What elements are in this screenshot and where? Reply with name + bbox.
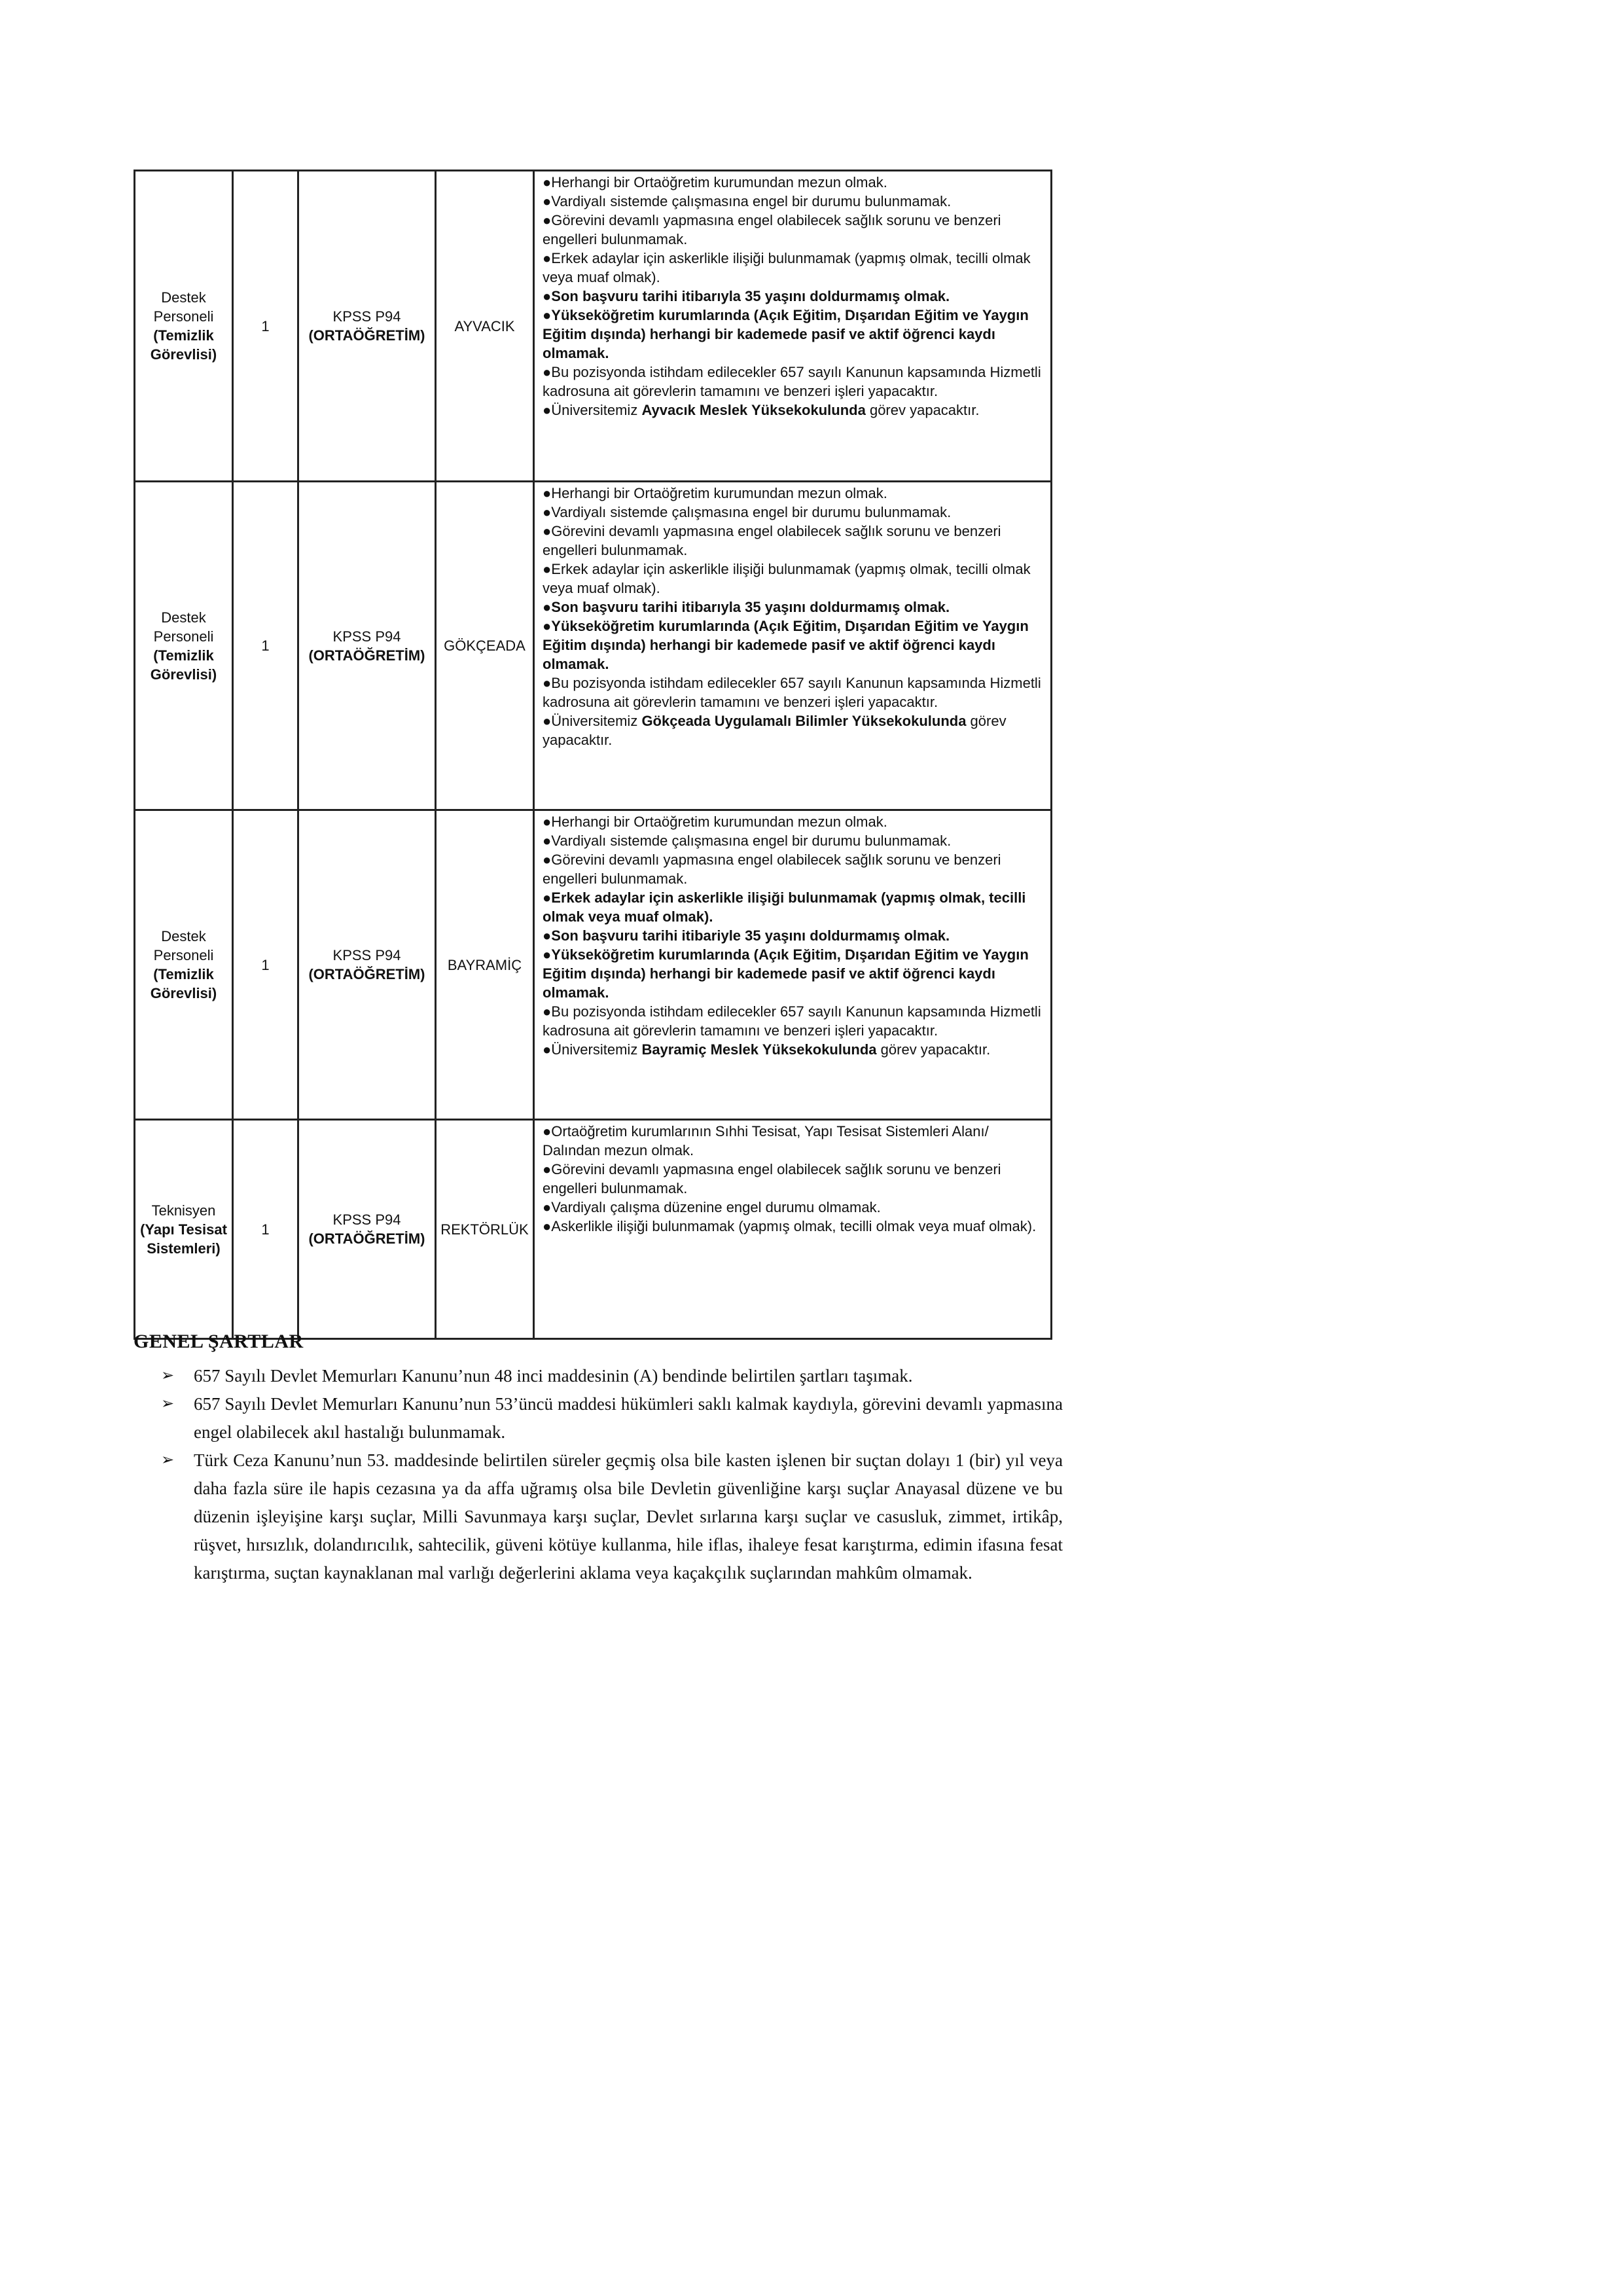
requirement-text: Üniversitemiz xyxy=(551,402,642,418)
requirement-text: Vardiyalı sistemde çalışmasına engel bir durumu bulunmamak. xyxy=(551,193,952,209)
requirement-item xyxy=(543,926,1046,945)
general-condition-text: 657 Sayılı Devlet Memurları Kanunu’nun 53’üncü maddesi hükümleri saklı kalmak kaydıyla, görevini devamlı yapmasına engel olabilecek akıl hastalığı bulunmamak. xyxy=(194,1394,1063,1442)
requirement-text: Üniversitemiz xyxy=(551,713,642,729)
kpss-cell xyxy=(298,1120,436,1339)
bullet-icon: ● xyxy=(543,174,552,190)
kpss-score-type: KPSS P94 xyxy=(332,308,401,325)
requirement-text: Bayramiç Meslek Yüksekokulunda xyxy=(641,1041,877,1058)
requirement-text: Yükseköğretim kurumlarında (Açık Eğitim, Dışarıdan Eğitim ve Yaygın Eğitim dışında) herhangi bir kademede pasif ve aktif öğrenci kaydı olmamak. xyxy=(543,618,1029,672)
position-cell xyxy=(135,171,233,482)
bullet-icon: ● xyxy=(543,523,552,539)
position-subtitle-line: (Yapı Tesisat xyxy=(140,1221,227,1238)
education-level: (ORTAÖĞRETİM) xyxy=(308,647,425,664)
bullet-icon: ● xyxy=(543,402,552,418)
requirement-text: Bu pozisyonda istihdam edilecekler 657 sayılı Kanunun kapsamında Hizmetli kadrosuna ait görevlerin tamamını ve benzeri işleri yapacaktır. xyxy=(543,364,1041,399)
position-title-line: Personeli xyxy=(153,947,214,963)
requirement-item xyxy=(543,598,1046,617)
requirement-text: Görevini devamlı yapmasına engel olabilecek sağlık sorunu ve benzeri engelleri bulunmamak. xyxy=(543,852,1001,887)
requirement-text: Yükseköğretim kurumlarında (Açık Eğitim, Dışarıdan Eğitim ve Yaygın Eğitim dışında) herhangi bir kademede pasif ve aktif öğrenci kaydı olmamak. xyxy=(543,946,1029,1001)
position-title-line: Personeli xyxy=(153,308,214,325)
arrow-bullet-icon: ➢ xyxy=(161,1452,175,1469)
requirements-cell xyxy=(534,171,1052,482)
kpss-cell xyxy=(298,810,436,1120)
bullet-icon: ● xyxy=(543,1003,552,1020)
bullet-icon: ● xyxy=(543,212,552,228)
position-subtitle-line: (Temizlik xyxy=(153,647,214,664)
bullet-icon: ● xyxy=(543,1199,552,1215)
bullet-icon: ● xyxy=(543,1161,552,1177)
requirement-item xyxy=(543,888,1046,926)
requirement-item xyxy=(543,1217,1046,1236)
requirement-text: Ayvacık Meslek Yüksekokulunda xyxy=(641,402,866,418)
bullet-icon: ● xyxy=(543,1218,552,1234)
general-condition-item xyxy=(134,1390,1063,1446)
position-subtitle-line: Görevlisi) xyxy=(150,666,217,683)
position-subtitle-line: (Temizlik xyxy=(153,327,214,344)
bullet-icon: ● xyxy=(543,561,552,577)
table-row xyxy=(135,1120,1052,1339)
position-subtitle-line: (Temizlik xyxy=(153,966,214,982)
general-conditions-list xyxy=(134,1362,1063,1587)
requirement-text: Son başvuru tarihi itibariyle 35 yaşını doldurmamış olmak. xyxy=(551,927,950,944)
requirement-item xyxy=(543,1160,1046,1198)
requirement-item xyxy=(543,211,1046,249)
bullet-icon: ● xyxy=(543,927,552,944)
education-level: (ORTAÖĞRETİM) xyxy=(308,327,425,344)
requirement-text: Bu pozisyonda istihdam edilecekler 657 sayılı Kanunun kapsamında Hizmetli kadrosuna ait görevlerin tamamını ve benzeri işleri yapacaktır. xyxy=(543,675,1041,710)
requirement-text: Herhangi bir Ortaöğretim kurumundan mezun olmak. xyxy=(551,485,887,501)
bullet-icon: ● xyxy=(543,485,552,501)
education-level: (ORTAÖĞRETİM) xyxy=(308,1230,425,1247)
requirement-text: Son başvuru tarihi itibarıyla 35 yaşını doldurmamış olmak. xyxy=(551,599,950,615)
bullet-icon: ● xyxy=(543,814,552,830)
count-cell: 1 xyxy=(233,171,298,482)
positions-table-body xyxy=(135,171,1052,1339)
kpss-score-type: KPSS P94 xyxy=(332,628,401,645)
requirement-item xyxy=(543,1122,1046,1160)
position-cell xyxy=(135,810,233,1120)
requirement-item xyxy=(543,831,1046,850)
requirement-item xyxy=(543,306,1046,363)
bullet-icon: ● xyxy=(543,1123,552,1139)
table-row xyxy=(135,810,1052,1120)
requirement-text: Vardiyalı çalışma düzenine engel durumu olmamak. xyxy=(551,1199,881,1215)
bullet-icon: ● xyxy=(543,713,552,729)
requirement-item xyxy=(543,560,1046,598)
position-title-line: Personeli xyxy=(153,628,214,645)
requirement-item xyxy=(543,522,1046,560)
requirement-text: Üniversitemiz xyxy=(551,1041,642,1058)
requirement-text: Yükseköğretim kurumlarında (Açık Eğitim, Dışarıdan Eğitim ve Yaygın Eğitim dışında) herhangi bir kademede pasif ve aktif öğrenci kaydı olmamak. xyxy=(543,307,1029,361)
requirement-text: Görevini devamlı yapmasına engel olabilecek sağlık sorunu ve benzeri engelleri bulunmamak. xyxy=(543,212,1001,247)
requirement-text: Vardiyalı sistemde çalışmasına engel bir durumu bulunmamak. xyxy=(551,504,952,520)
requirement-item xyxy=(543,1002,1046,1040)
bullet-icon: ● xyxy=(543,288,552,304)
general-condition-text: 657 Sayılı Devlet Memurları Kanunu’nun 48 inci maddesinin (A) bendinde belirtilen şartları taşımak. xyxy=(194,1366,913,1386)
requirement-item xyxy=(543,850,1046,888)
positions-table xyxy=(134,170,1052,1340)
location-cell: AYVACIK xyxy=(436,171,534,482)
position-subtitle-line: Görevlisi) xyxy=(150,985,217,1001)
requirement-text: Bu pozisyonda istihdam edilecekler 657 sayılı Kanunun kapsamında Hizmetli kadrosuna ait görevlerin tamamını ve benzeri işleri yapacaktır. xyxy=(543,1003,1041,1039)
bullet-icon: ● xyxy=(543,618,552,634)
requirement-item xyxy=(543,192,1046,211)
bullet-icon: ● xyxy=(543,504,552,520)
general-condition-item xyxy=(134,1362,1063,1390)
requirement-item xyxy=(543,673,1046,711)
requirements-cell xyxy=(534,482,1052,810)
bullet-icon: ● xyxy=(543,833,552,849)
requirements-cell xyxy=(534,810,1052,1120)
requirement-item xyxy=(543,1040,1046,1059)
requirement-text: Ortaöğretim kurumlarının Sıhhi Tesisat, Yapı Tesisat Sistemleri Alanı/ Dalından mezun olmak. xyxy=(543,1123,989,1158)
requirement-text: Son başvuru tarihi itibarıyla 35 yaşını doldurmamış olmak. xyxy=(551,288,950,304)
requirements-cell xyxy=(534,1120,1052,1339)
requirement-text: Erkek adaylar için askerlikle ilişiği bulunmamak (yapmış olmak, tecilli olmak veya muaf olmak). xyxy=(543,250,1031,285)
requirement-item xyxy=(543,711,1046,749)
bullet-icon: ● xyxy=(543,675,552,691)
bullet-icon: ● xyxy=(543,852,552,868)
arrow-bullet-icon: ➢ xyxy=(161,1367,175,1384)
requirement-item xyxy=(543,401,1046,420)
table-row xyxy=(135,482,1052,810)
position-title-line: Destek xyxy=(161,928,206,944)
general-condition-item xyxy=(134,1446,1063,1587)
bullet-icon: ● xyxy=(543,193,552,209)
bullet-icon: ● xyxy=(543,250,552,266)
requirement-item xyxy=(543,617,1046,673)
requirement-text: Erkek adaylar için askerlikle ilişiği bulunmamak (yapmış olmak, tecilli olmak veya muaf olmak). xyxy=(543,561,1031,596)
bullet-icon: ● xyxy=(543,1041,552,1058)
location-cell: REKTÖRLÜK xyxy=(436,1120,534,1339)
position-cell xyxy=(135,482,233,810)
requirement-text: Herhangi bir Ortaöğretim kurumundan mezun olmak. xyxy=(551,174,887,190)
kpss-cell xyxy=(298,482,436,810)
requirement-text: Görevini devamlı yapmasına engel olabilecek sağlık sorunu ve benzeri engelleri bulunmamak. xyxy=(543,1161,1001,1196)
requirement-text: görev yapacaktır. xyxy=(543,713,1007,748)
count-cell: 1 xyxy=(233,1120,298,1339)
education-level: (ORTAÖĞRETİM) xyxy=(308,966,425,982)
location-cell: GÖKÇEADA xyxy=(436,482,534,810)
kpss-score-type: KPSS P94 xyxy=(332,947,401,963)
bullet-icon: ● xyxy=(543,599,552,615)
count-cell: 1 xyxy=(233,482,298,810)
requirement-item xyxy=(543,945,1046,1002)
requirement-text: Vardiyalı sistemde çalışmasına engel bir durumu bulunmamak. xyxy=(551,833,952,849)
requirement-item xyxy=(543,812,1046,831)
requirement-item xyxy=(543,503,1046,522)
requirement-text: Gökçeada Uygulamalı Bilimler Yüksekokulunda xyxy=(641,713,967,729)
requirement-text: Herhangi bir Ortaöğretim kurumundan mezun olmak. xyxy=(551,814,887,830)
requirement-item xyxy=(543,484,1046,503)
position-title-line: Destek xyxy=(161,609,206,626)
arrow-bullet-icon: ➢ xyxy=(161,1395,175,1412)
requirement-item xyxy=(543,173,1046,192)
position-subtitle-line: Sistemleri) xyxy=(147,1240,221,1257)
count-cell: 1 xyxy=(233,810,298,1120)
table-row xyxy=(135,171,1052,482)
position-title-line: Destek xyxy=(161,289,206,306)
position-cell xyxy=(135,1120,233,1339)
requirement-item xyxy=(543,363,1046,401)
bullet-icon: ● xyxy=(543,364,552,380)
general-condition-text: Türk Ceza Kanunu’nun 53. maddesinde belirtilen süreler geçmiş olsa bile kasten işlenen bir suçtan dolayı 1 (bir) yıl veya daha fazla süre ile hapis cezasına ya da affa uğramış olsa bile Devletin güvenliğine karşı suçlar Anayasal düzene ve bu düzenin işleyişine karşı suçlar, Milli Savunmaya karşı suçlar, Devlet sırlarına karşı suçlar ve casusluk, zimmet, irtikâp, rüşvet, hırsızlık, dolandırıcılık, sahtecilik, güveni kötüye kullanma, hile iflas, ihaleye fesat karıştırma, edimin ifasına fesat karıştırma, suçtan kaynaklanan mal varlığı değerlerini aklama veya kaçakçılık suçlarından mahkûm olmamak. xyxy=(194,1450,1063,1583)
requirement-text: Askerlikle ilişiği bulunmamak (yapmış olmak, tecilli olmak veya muaf olmak). xyxy=(551,1218,1037,1234)
position-subtitle-line: Görevlisi) xyxy=(150,346,217,363)
requirement-text: Erkek adaylar için askerlikle ilişiği bulunmamak (yapmış olmak, tecilli olmak veya muaf olmak). xyxy=(543,889,1026,925)
general-conditions-title: GENEL ŞARTLAR xyxy=(134,1331,304,1352)
bullet-icon: ● xyxy=(543,946,552,963)
requirement-item xyxy=(543,287,1046,306)
bullet-icon: ● xyxy=(543,889,552,906)
position-title-line: Teknisyen xyxy=(151,1202,216,1219)
requirement-item xyxy=(543,249,1046,287)
kpss-score-type: KPSS P94 xyxy=(332,1211,401,1228)
location-cell: BAYRAMİÇ xyxy=(436,810,534,1120)
requirement-text: görev yapacaktır. xyxy=(865,402,980,418)
requirement-item xyxy=(543,1198,1046,1217)
general-conditions-section xyxy=(134,1331,1063,1587)
bullet-icon: ● xyxy=(543,307,552,323)
requirement-text: Görevini devamlı yapmasına engel olabilecek sağlık sorunu ve benzeri engelleri bulunmamak. xyxy=(543,523,1001,558)
requirement-text: görev yapacaktır. xyxy=(876,1041,991,1058)
kpss-cell xyxy=(298,171,436,482)
